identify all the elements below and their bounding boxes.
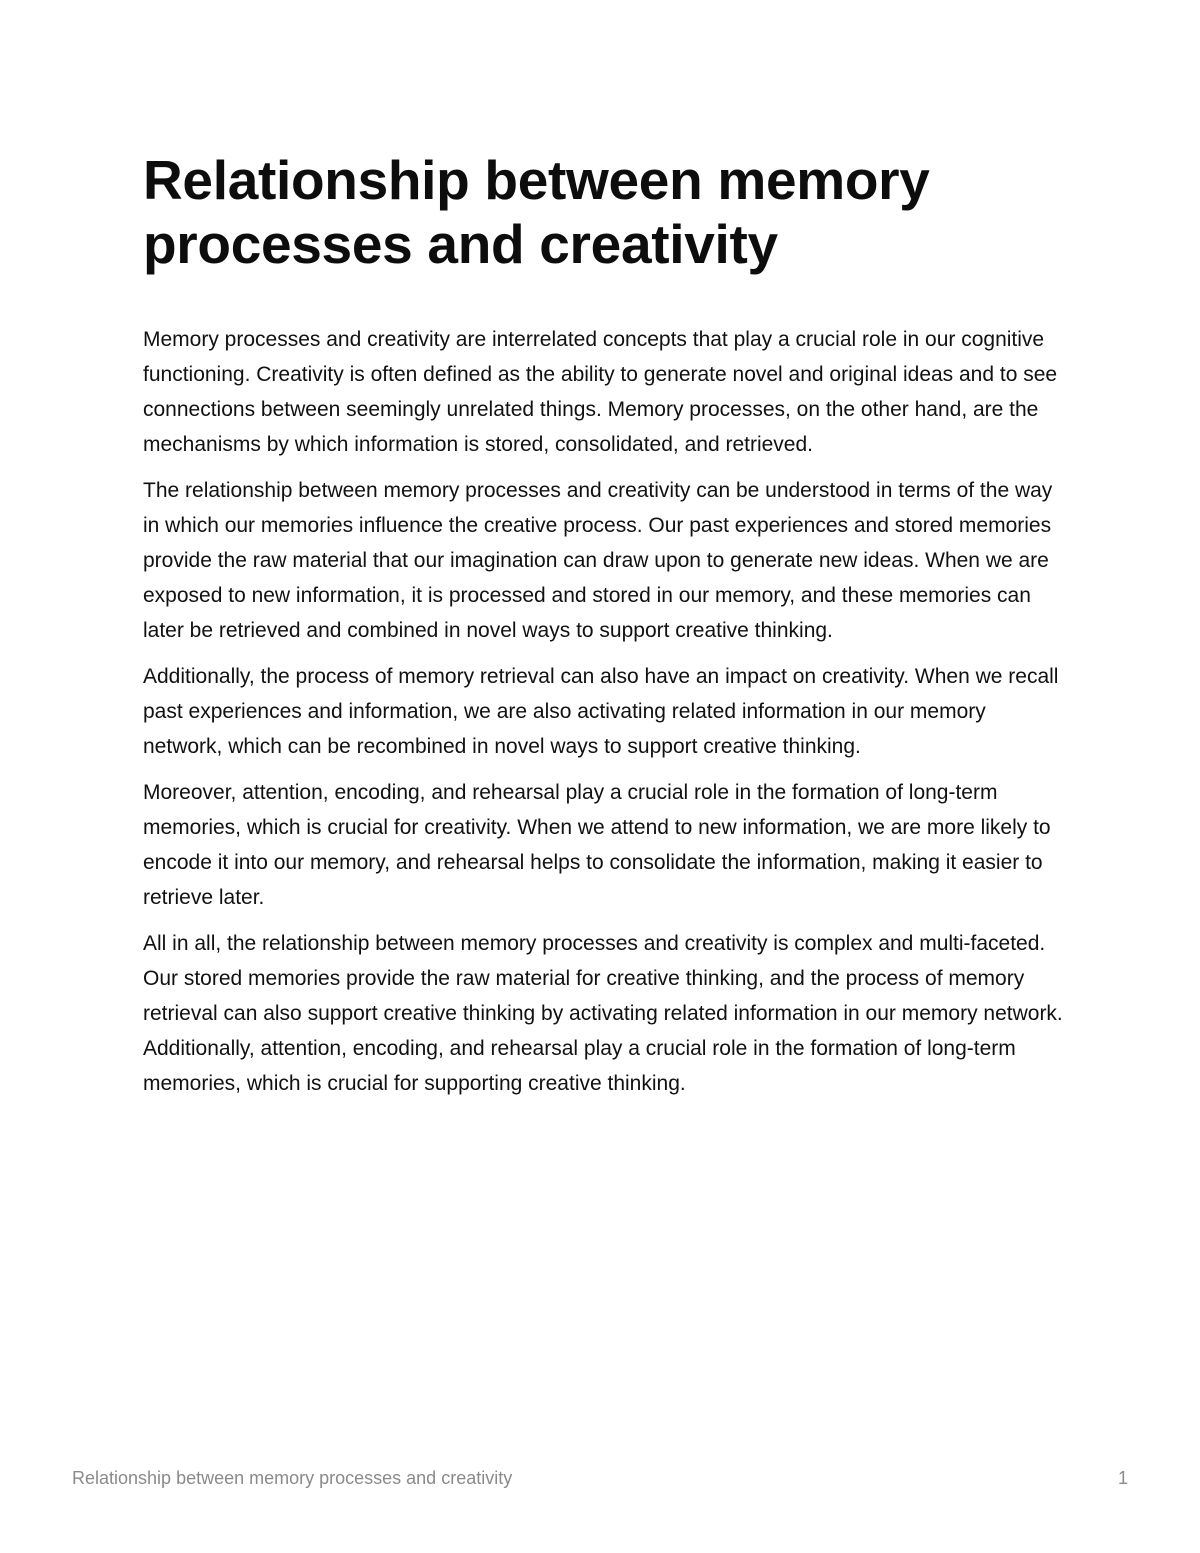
page-number: 1: [1117, 1468, 1128, 1488]
footer-title: Relationship between memory processes and creativity: [72, 1468, 513, 1488]
paragraph-2: The relationship between memory processes and creativity can be understood in terms of the way in which our memories influence the creative process. Our past experiences and stored memories provide the raw material that our imagination can draw upon to generate new ideas. When we are exposed to new information, it is processed and stored in our memory, and these memories can later be retrieved and combined in novel ways to support creative thinking.: [143, 479, 1053, 642]
document-title: Relationship between memory processes and creativity: [143, 149, 930, 275]
document-content: [143, 148, 1063, 1112]
paragraph-3: Additionally, the process of memory retrieval can also have an impact on creativity. When we recall past experiences and information, we are also activating related information in our memory network, which can be recombined in novel ways to support creative thinking.: [143, 665, 1059, 758]
document-body: [143, 322, 1063, 1101]
paragraph-4: Moreover, attention, encoding, and rehearsal play a crucial role in the formation of long-term memories, which is crucial for creativity. When we attend to new information, we are more likely to encode it into our memory, and rehearsal helps to consolidate the information, making it easier to retrieve later.: [143, 781, 1051, 909]
paragraph-5: All in all, the relationship between memory processes and creativity is complex and multi-faceted. Our stored memories provide the raw material for creative thinking, and the process of memory retrieval can also support creative thinking by activating related information in our memory network. Additionally, attention, encoding, and rehearsal play a crucial role in the formation of long-term memories, which is crucial for supporting creative thinking.: [143, 932, 1063, 1095]
page-footer: [72, 1465, 1128, 1491]
paragraph-1: Memory processes and creativity are interrelated concepts that play a crucial role in our cognitive functioning. Creativity is often defined as the ability to generate novel and original ideas and to see connections between seemingly unrelated things. Memory processes, on the other hand, are the mechanisms by which information is stored, consolidated, and retrieved.: [143, 328, 1058, 456]
